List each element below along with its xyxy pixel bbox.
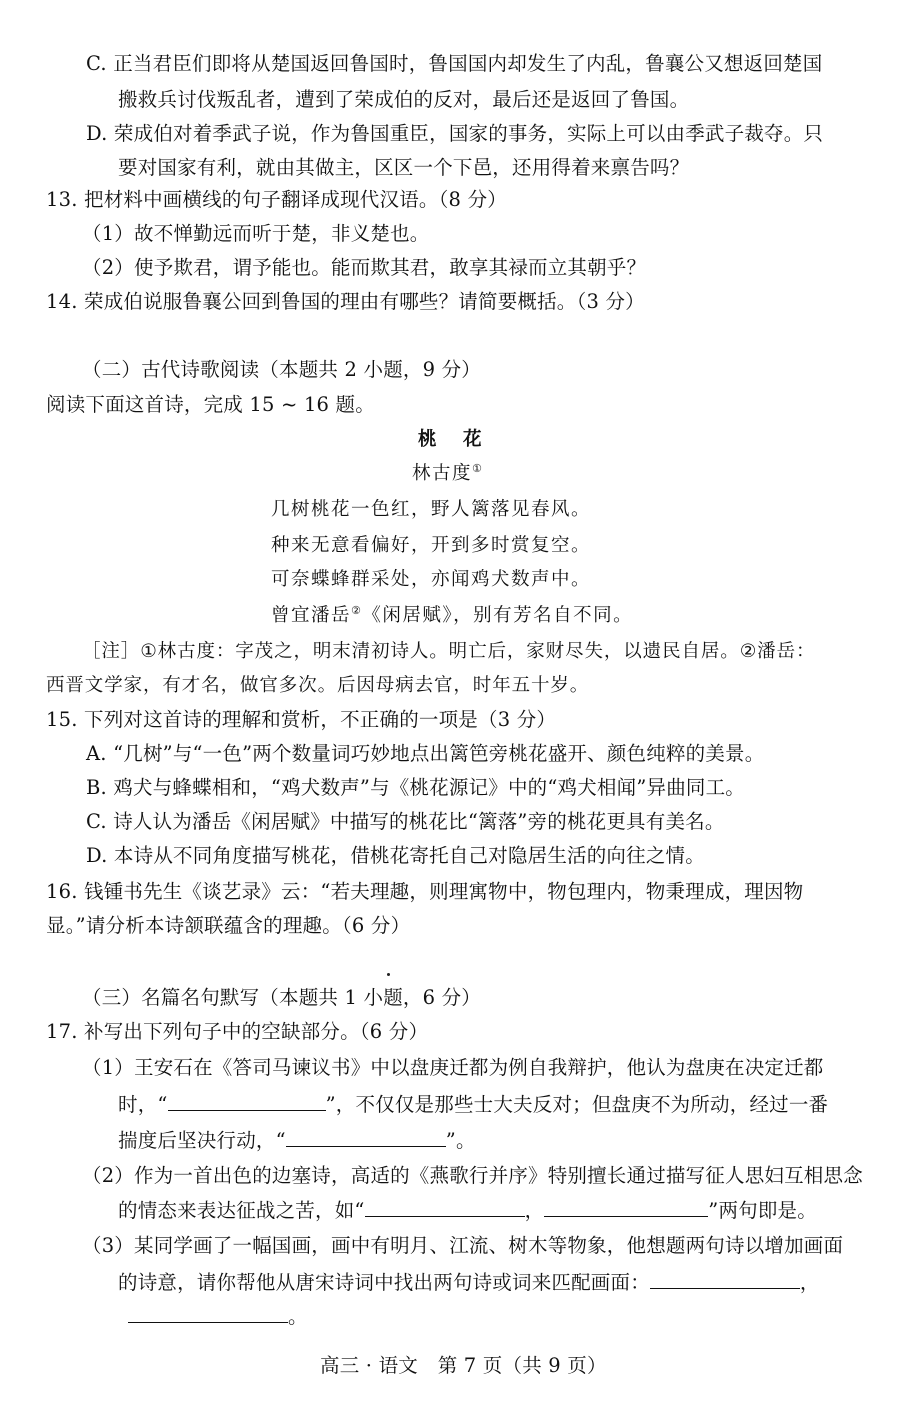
- q12-option-c-line1: C. 正当君臣们即将从楚国返回鲁国时，鲁国国内却发生了内乱，鲁襄公又想返回楚国: [86, 52, 823, 75]
- q17-item-3-line-2-part-b: ，: [799, 1271, 820, 1294]
- q16-line-1: 16. 钱锺书先生《谈艺录》云：“若夫理趣，则理寓物中，物包理内，物秉理成，理因物: [46, 880, 804, 903]
- q17-blank-2[interactable]: [286, 1126, 446, 1147]
- q17-item-3-line-3-part-b: 。: [288, 1305, 308, 1328]
- q17-item-3-line-2: [118, 1268, 820, 1297]
- q12-option-c-line2: 搬救兵讨伐叛乱者，遭到了荣成伯的反对，最后还是返回了鲁国。: [118, 88, 690, 111]
- q13-item-2: （2）使予欺君，谓予能也。能而欺其君，敢享其禄而立其朝乎？: [82, 256, 647, 279]
- q17-item-1-line-2-part-a: 时，“: [118, 1093, 168, 1116]
- q17-item-2-line-2-part-c: ”两句即是。: [708, 1199, 817, 1222]
- q17-item-2-line-2: [118, 1196, 817, 1225]
- q17-item-1-line-3: [118, 1126, 476, 1155]
- q17-item-3-line-2-part-a: 的诗意，请你帮他从唐宋诗词中找出两句诗或词来匹配画面：: [118, 1271, 650, 1294]
- poem-line-4-part-b: 《闲居赋》，别有芳名自不同。: [362, 605, 634, 626]
- q17-blank-6[interactable]: [128, 1302, 288, 1323]
- q12-option-d-line1: D. 荣成伯对着季武子说，作为鲁国重臣，国家的事务，实际上可以由季武子裁夺。只: [86, 122, 824, 145]
- q17-blank-1[interactable]: [168, 1090, 326, 1111]
- poem-author-name: 林古度: [412, 463, 473, 484]
- q14-stem: 14. 荣成伯说服鲁襄公回到鲁国的理由有哪些？请简要概括。（3 分）: [46, 290, 645, 313]
- q15-option-a: A. “几树”与“一色”两个数量词巧妙地点出篱笆旁桃花盛开、颜色纯粹的美景。: [86, 742, 765, 765]
- poem-author-note-mark: ①: [472, 461, 484, 475]
- poem-author: [412, 460, 483, 488]
- q15-stem: 15. 下列对这首诗的理解和赏析，不正确的一项是（3 分）: [46, 708, 557, 731]
- q17-item-2-line-2-part-b: ，: [524, 1199, 545, 1222]
- q17-item-1-line-2: [118, 1090, 828, 1119]
- q17-item-1-line-3-part-b: ”。: [445, 1129, 476, 1152]
- section2-heading: （二）古代诗歌阅读（本题共 2 小题，9 分）: [82, 358, 482, 381]
- poem-line-1: 几树桃花一色红，野人篱落见春风。: [271, 499, 592, 520]
- q15-option-b: B. 鸡犬与蜂蝶相和，“鸡犬数声”与《桃花源记》中的“鸡犬相闻”异曲同工。: [86, 776, 746, 799]
- q17-item-2-line-2-part-a: 的情态来表达征战之苦，如“: [118, 1199, 365, 1222]
- poem-line-3: 可奈蝶蜂群采处，亦闻鸡犬数声中。: [271, 569, 592, 590]
- q17-stem: 17. 补写出下列句子中的空缺部分。（6 分）: [46, 1020, 429, 1043]
- q17-item-1-line-1: （1）王安石在《答司马谏议书》中以盘庚迁都为例自我辩护，他认为盘庚在决定迁都: [82, 1056, 824, 1079]
- q13-stem: 13. 把材料中画横线的句子翻译成现代汉语。（8 分）: [46, 188, 507, 211]
- poem-title: 桃 花: [418, 429, 486, 450]
- section2-intro: 阅读下面这首诗，完成 15 ~ 16 题。: [46, 393, 375, 416]
- q17-blank-4[interactable]: [544, 1196, 708, 1217]
- q17-item-1-line-2-part-b: ”，不仅仅是那些士大夫反对；但盘庚不为所动，经过一番: [325, 1093, 829, 1116]
- q15-option-d: D. 本诗从不同角度描写桃花，借桃花寄托自己对隐居生活的向往之情。: [86, 844, 705, 867]
- stray-dot: [387, 973, 390, 976]
- q17-item-2-line-1: （2）作为一首出色的边塞诗，高适的《燕歌行并序》特别擅长通过描写征人思妇互相思念: [82, 1164, 863, 1187]
- q16-line-2: 显。”请分析本诗颔联蕴含的理趣。（6 分）: [46, 914, 411, 937]
- q17-item-3-line-1: （3）某同学画了一幅国画，画中有明月、江流、树木等物象，他想题两句诗以增加画面: [82, 1234, 844, 1257]
- notes-line-2: 西晋文学家，有才名，做官多次。后因母病去官，时年五十岁。: [46, 675, 590, 696]
- q17-item-3-line-3: [128, 1302, 308, 1331]
- poem-line-4-part-a: 曾宜潘岳: [271, 605, 352, 626]
- poem-line-4: [271, 602, 633, 630]
- q17-blank-3[interactable]: [365, 1196, 525, 1217]
- poem-line-4-note-mark: ②: [351, 603, 363, 617]
- section3-heading: （三）名篇名句默写（本题共 1 小题，6 分）: [82, 986, 482, 1009]
- q17-blank-5[interactable]: [650, 1268, 800, 1289]
- notes-line-1: ［注］①林古度：字茂之，明末清初诗人。明亡后，家财尽失，以遗民自居。②潘岳：: [82, 641, 816, 662]
- q17-item-1-line-3-part-a: 揣度后坚决行动，“: [118, 1129, 286, 1152]
- page-footer: 高三 · 语文 第 7 页（共 9 页）: [320, 1354, 607, 1377]
- q12-option-d-line2: 要对国家有利，就由其做主，区区一个下邑，还用得着来禀告吗？: [118, 156, 690, 179]
- poem-line-2: 种来无意看偏好，开到多时赏复空。: [271, 535, 592, 556]
- q15-option-c: C. 诗人认为潘岳《闲居赋》中描写的桃花比“篱落”旁的桃花更具有美名。: [86, 810, 725, 833]
- q13-item-1: （1）故不惮勤远而听于楚，非义楚也。: [82, 222, 430, 245]
